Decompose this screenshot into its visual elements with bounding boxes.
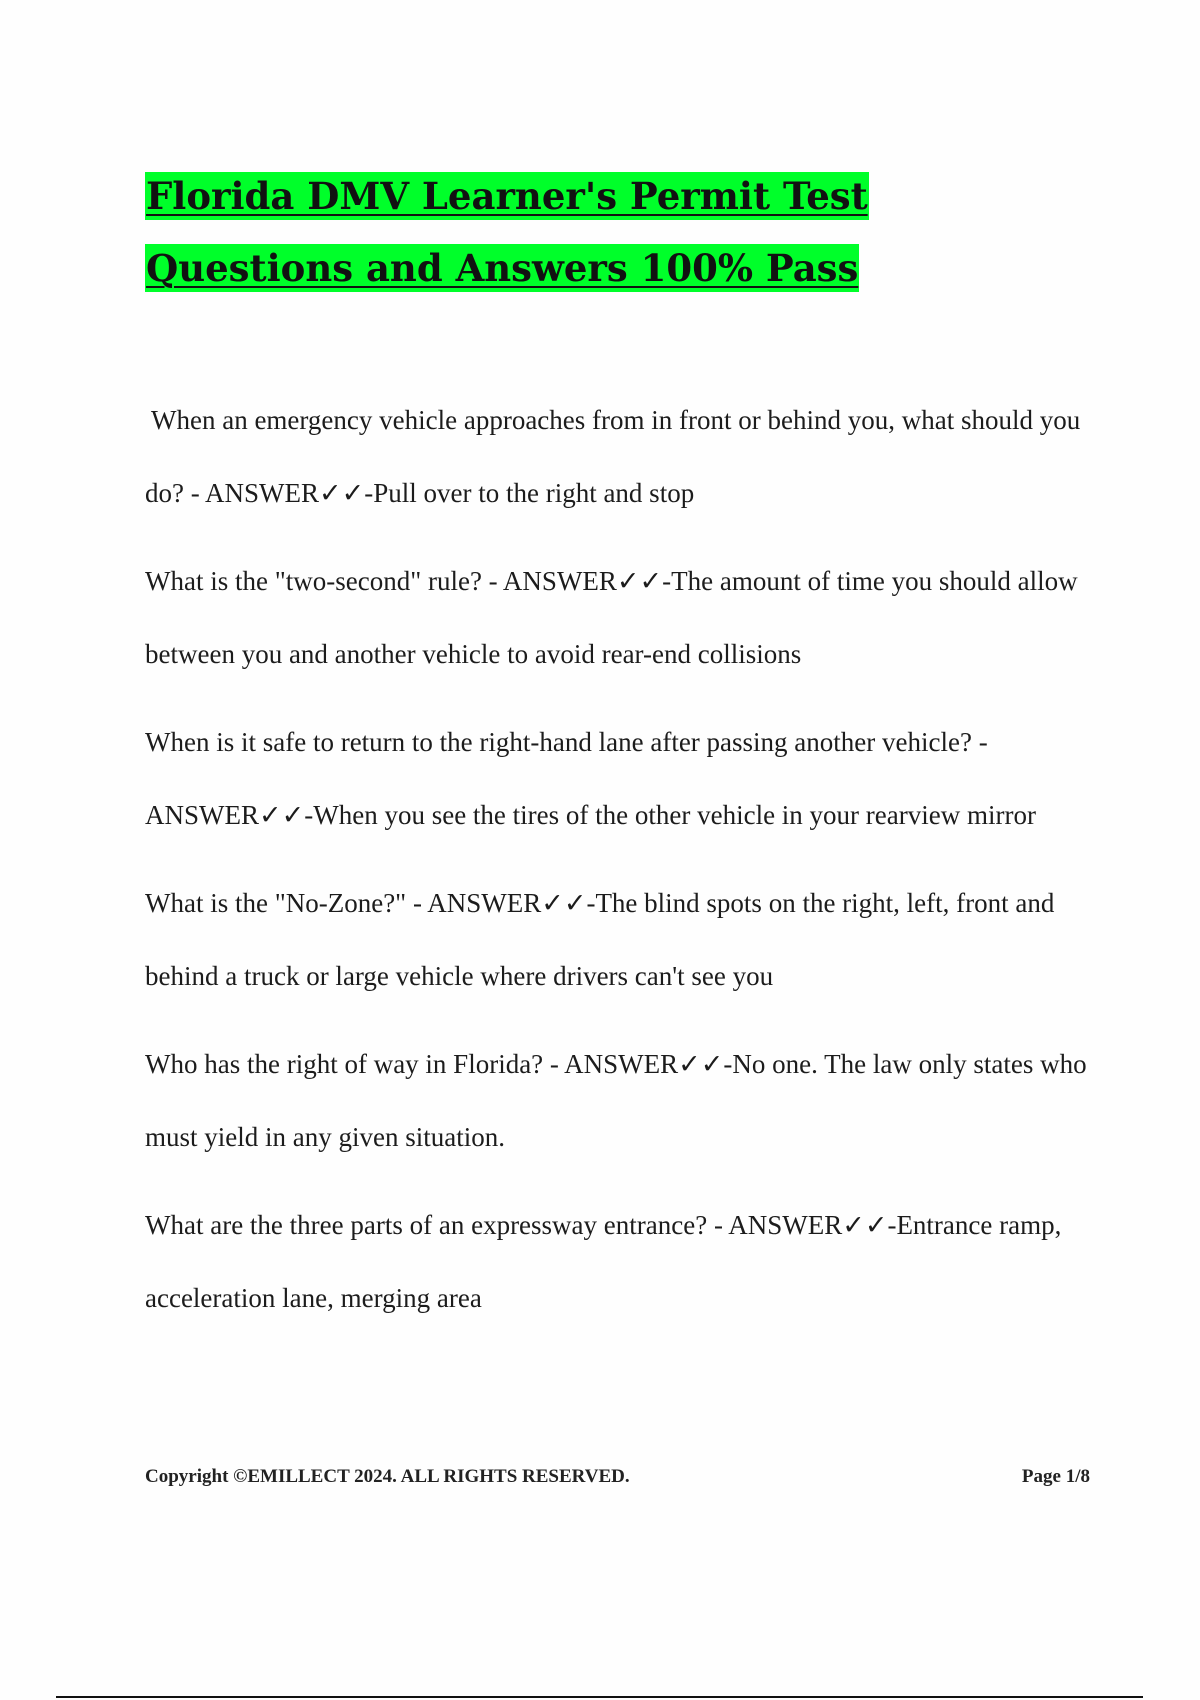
qa-item: What is the "two-second" rule? - ANSWER✓✓-The amount of time you should allow between you and another vehicle to avoid rear-end collisions (145, 566, 1078, 669)
qa-item: What are the three parts of an expressway entrance? - ANSWER✓✓-Entrance ramp, acceleration lane, merging area (145, 1210, 1062, 1313)
qa-list (145, 384, 1090, 1350)
bottom-divider (56, 1696, 1143, 1698)
document-title-text: Florida DMV Learner's Permit Test Questions and Answers 100% Pass (146, 174, 868, 290)
qa-item: When is it safe to return to the right-hand lane after passing another vehicle? - ANSWER✓✓-When you see the tires of the other vehicle in your rearview mirror (145, 727, 1036, 830)
page-number: Page 1/8 (1021, 1466, 1090, 1487)
page-footer (145, 1466, 1090, 1488)
qa-item: Who has the right of way in Florida? - ANSWER✓✓-No one. The law only states who must yield in any given situation. (145, 1049, 1087, 1152)
qa-item: When an emergency vehicle approaches from in front or behind you, what should you do? - ANSWER✓✓-Pull over to the right and stop (145, 405, 1081, 508)
document-title (145, 160, 1085, 304)
qa-item: What is the "No-Zone?" - ANSWER✓✓-The blind spots on the right, left, front and behind a truck or large vehicle where drivers can't see you (145, 888, 1055, 991)
copyright-notice: Copyright ©EMILLECT 2024. ALL RIGHTS RESERVED. (145, 1466, 630, 1487)
